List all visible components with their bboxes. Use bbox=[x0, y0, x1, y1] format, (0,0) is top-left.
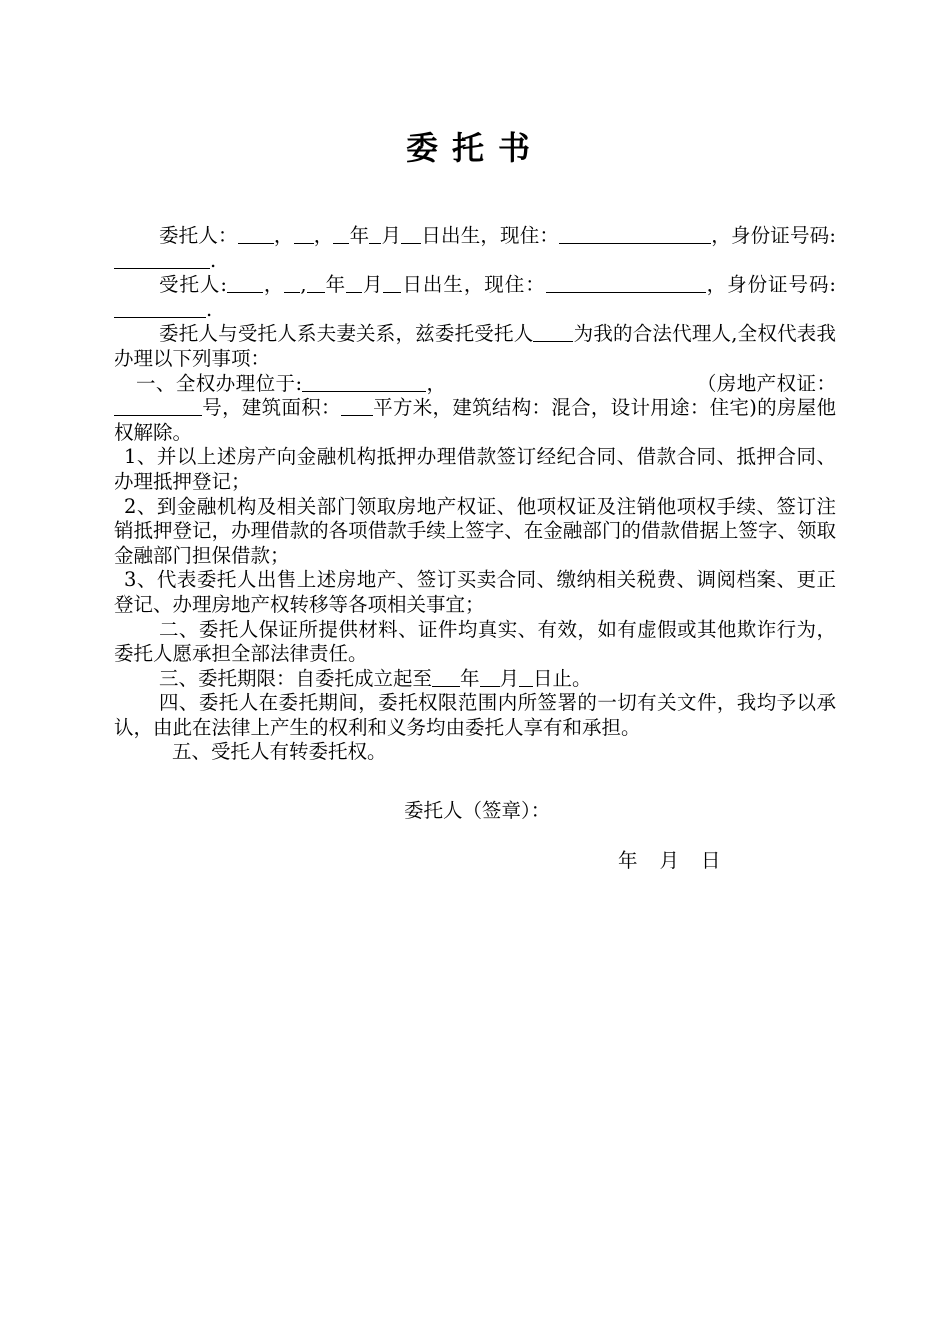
agent-month-blank bbox=[346, 274, 362, 293]
agent-year-blank bbox=[307, 274, 325, 293]
sub-item-1: 1、并以上述房产向金融机构抵押办理借款签订经纪合同、借款合同、抵押合同、办理抵押登记； bbox=[114, 445, 836, 493]
item-4: 四、委托人在委托期间，委托权限范围内所签署的一切有关文件，我均予以承认，由此在法律上产生的权利和义务均由委托人享有和承担。 bbox=[114, 691, 836, 739]
date-year: 年 bbox=[618, 849, 638, 872]
principal-day-blank bbox=[401, 225, 421, 244]
date-month: 月 bbox=[659, 849, 680, 872]
agent-name-blank-2 bbox=[533, 323, 573, 342]
document-body bbox=[114, 224, 836, 765]
end-year-blank bbox=[432, 668, 460, 687]
document-title: 委托书 bbox=[405, 129, 544, 167]
date-day: 日 bbox=[701, 849, 721, 872]
agent-address-blank bbox=[546, 274, 706, 293]
signature-label: 委托人（签章）： bbox=[404, 799, 551, 822]
end-day-blank bbox=[519, 668, 533, 687]
principal-paragraph: 委托人： ， ， 年 月 日出生，现住： ，身份证号码:. bbox=[114, 224, 836, 273]
sub-item-3: 3、代表委托人出售上述房地产、签订买卖合同、缴纳相关税费、调阅档案、更正登记、办理房地产权转移等各项相关事宜； bbox=[114, 568, 836, 616]
agent-id-blank bbox=[114, 299, 206, 318]
certificate-number-blank bbox=[114, 397, 202, 416]
principal-address-blank bbox=[559, 225, 711, 244]
agent-day-blank bbox=[383, 274, 401, 293]
principal-gender-blank bbox=[294, 225, 314, 244]
principal-month-blank bbox=[369, 225, 381, 244]
agent-paragraph: 受托人: ， , 年 月 日出生，现住： ，身份证号码:. bbox=[114, 273, 836, 322]
principal-id-blank bbox=[114, 250, 210, 269]
item-1: 一、全权办理位于: ， （房地产权证：号，建筑面积： 平方米，建筑结构：混合，设计用途：住宅)的房屋他权解除。 bbox=[114, 371, 836, 444]
relationship-paragraph: 委托人与受托人系夫妻关系，兹委托受托人 为我的合法代理人,全权代表我办理以下列事项： bbox=[114, 322, 836, 370]
signature-date bbox=[618, 848, 743, 874]
agent-gender-blank bbox=[284, 274, 300, 293]
principal-year-blank bbox=[333, 225, 349, 244]
area-blank bbox=[341, 397, 373, 416]
property-location-blank bbox=[302, 373, 426, 392]
end-month-blank bbox=[480, 668, 500, 687]
item-2: 二、委托人保证所提供材料、证件均真实、有效，如有虚假或其他欺诈行为，委托人愿承担全部法律责任。 bbox=[114, 617, 836, 666]
agent-name-blank bbox=[227, 274, 263, 293]
item-3: 三、委托期限：自委托成立起至 年 月 日止。 bbox=[159, 666, 592, 690]
sub-item-2: 2、到金融机构及相关部门领取房地产权证、他项权证及注销他项权手续、签订注销抵押登记，办理借款的各项借款手续上签字、在金融部门的借款借据上签字、领取金融部门担保借款； bbox=[114, 494, 836, 567]
item-5: 五、受托人有转委托权。 bbox=[172, 740, 387, 764]
principal-name-blank bbox=[238, 225, 274, 244]
